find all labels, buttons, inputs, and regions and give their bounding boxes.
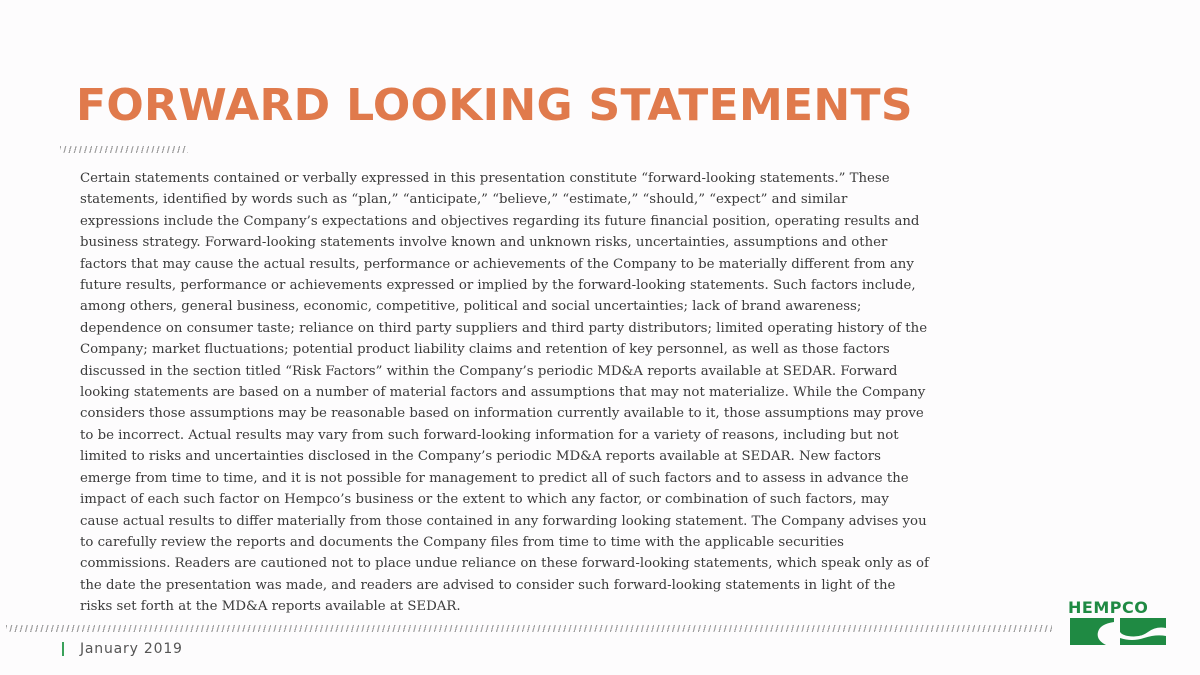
footer-accent-bar	[62, 642, 64, 656]
title-underline-hatch	[60, 146, 188, 153]
logo-wordmark: HEMPCO	[1068, 598, 1149, 617]
footer-divider-hatch	[6, 625, 1052, 632]
hempco-logo-mark-icon	[1070, 618, 1166, 645]
footer-date: January 2019	[80, 641, 183, 657]
hempco-logo	[1068, 598, 1168, 648]
forward-looking-statement-text: Certain statements contained or verbally expressed in this presentation constitute “forward-looking statements.” These statements, identified by words such as “plan,” “anticipate,” “believe,” “estimate,” “should,” “expect” and similar expressions include the Company’s expectations and objectives regarding its future financial position, operating results and business strategy. Forward-looking statements involve known and unknown risks, uncertainties, assumptions and other factors that may cause the actual results, performance or achievements of the Company to be materially different from any future results, performance or achievements expressed or implied by the forward-looking statements. Such factors include, among others, general business, economic, competitive, political and social uncertainties; lack of brand awareness; dependence on consumer taste; reliance on third party suppliers and third party distributors; limited operating history of the Company; market fluctuations; potential product liability claims and retention of key personnel, as well as those factors discussed in the section titled “Risk Factors” within the Company’s periodic MD&A reports available at SEDAR. Forward looking statements are based on a number of material factors and assumptions that may not materialize. While the Company considers those assumptions may be reasonable based on information currently available to it, those assumptions may prove to be incorrect. Actual results may vary from such forward-looking information for a variety of reasons, including but not limited to risks and uncertainties disclosed in the Company’s periodic MD&A reports available at SEDAR. New factors emerge from time to time, and it is not possible for management to predict all of such factors and to assess in advance the impact of each such factor on Hempco’s business or the extent to which any factor, or combination of such factors, may cause actual results to differ materially from those contained in any forwarding looking statement. The Company advises you to carefully review the reports and documents the Company files from time to time with the applicable securities commissions. Readers are cautioned not to place undue reliance on these forward-looking statements, which speak only as of the date the presentation was made, and readers are advised to consider such forward-looking statements in light of the risks set forth at the MD&A reports available at SEDAR.	[80, 171, 929, 615]
slide-title: FORWARD LOOKING STATEMENTS	[76, 80, 913, 131]
